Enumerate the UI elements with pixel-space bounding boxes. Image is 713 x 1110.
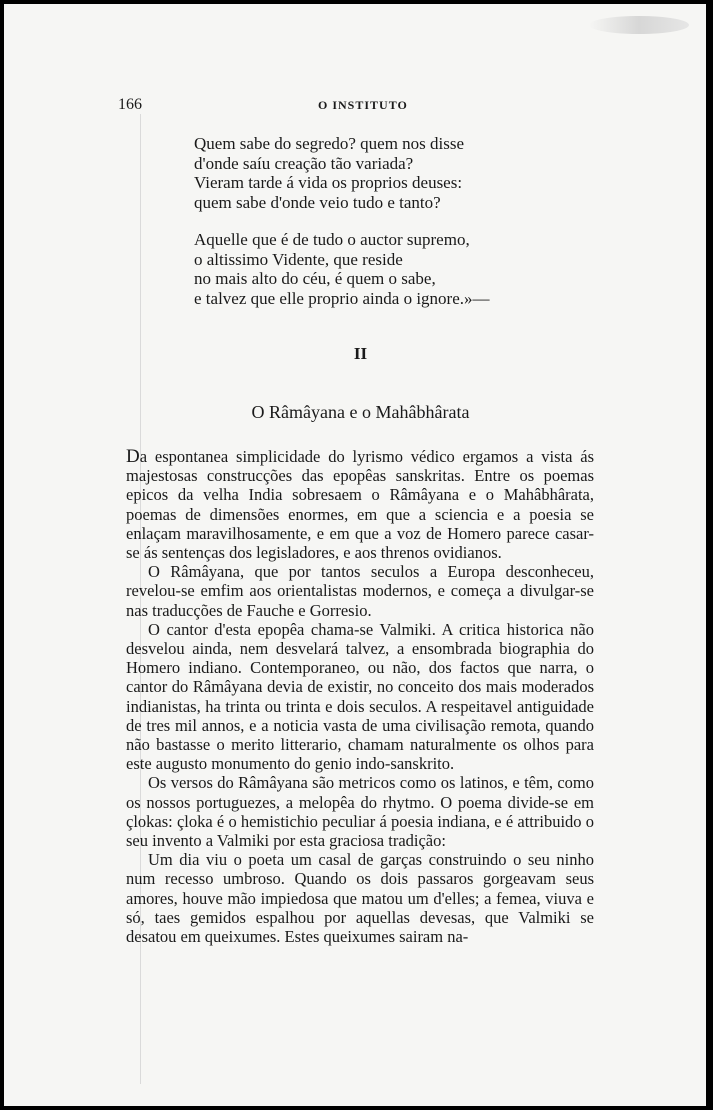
page-smudge — [589, 16, 689, 34]
poem-line: o altissimo Vidente, que reside — [194, 249, 403, 269]
paragraph-text: Os versos do Râmâyana são metricos como os latinos, e têm, como os nossos portuguezes, a melopêa do rhytmo. O poema divide-se em çlokas: çloka é o hemistichio peculiar á poesia indiana, e é attribuido o seu invento a Valmiki por esta graciosa tradição: — [126, 773, 594, 851]
poem-line: no mais alto do céu, é quem o sabe, — [194, 269, 436, 288]
poem-line: e talvez que elle proprio ainda o ignore.»— — [194, 288, 490, 308]
poem-stanza-1 — [194, 134, 534, 212]
paragraph — [126, 562, 594, 620]
paragraph-text: O cantor d'esta epopêa chama-se Valmiki. A critica historica não desvelou ainda, nem desvelará talvez, a ensombrada biographia do Homero indiano. Contemporaneo, ou não, dos factos que narra, o cantor do Râmâyana devia de existir, no conceito dos mais moderados indianistas, ha trinta ou trinta e dois seculos. A respeitavel antiguidade de tres mil annos, e a noticia vasta de uma civilisação remota, quando não bastasse o merito litterario, chamam naturalmente os olhos para este augusto monumento do genio indo-sanskrito. — [126, 619, 594, 774]
poem-line: d'onde saíu creação tão variada? — [194, 153, 414, 173]
paragraph — [126, 773, 594, 850]
poem-line: Aquelle que é de tudo o auctor supremo, — [194, 230, 470, 249]
running-title: O INSTITUTO — [318, 98, 408, 112]
paragraph-text: a espontanea simplicidade do lyrismo védico ergamos a vista ás majestosas construcções das epopêas sanskritas. Entre os poemas epicos da velha India sobresaem o Râmâyana e o Mahâbhârata, poemas de dimensões enormes, em que a sciencia e a poesia se enlaçam maravilhosamente, e em que a voz de Homero parece casar-se ás sentenças dos legisladores, e aos threnos ovidianos. — [126, 447, 594, 563]
section-number: II — [353, 344, 368, 363]
poem-line: quem sabe d'onde veio tudo e tanto? — [194, 192, 441, 212]
paragraph-text: Um dia viu o poeta um casal de garças construindo o seu ninho num recesso umbroso. Quando os dois passaros gorgeavam seus amores, houve mão impiedosa que matou um d'elles; a femea, viuva e só, taes gemidos espalhou por aquellas devesas, que Valmiki se desatou em queixumes. Estes queixumes sairam na- — [126, 850, 594, 947]
drop-cap: D — [126, 446, 140, 467]
poem-stanza-2 — [194, 230, 534, 308]
body-text — [126, 447, 594, 946]
book-page — [4, 4, 706, 1106]
page-number: 166 — [118, 96, 142, 113]
page-header — [118, 96, 618, 116]
paragraph — [126, 447, 594, 562]
poem-line: Vieram tarde á vida os proprios deuses: — [194, 173, 463, 192]
poem-line: Quem sabe do segredo? quem nos disse — [194, 134, 465, 153]
paragraph — [126, 850, 594, 946]
paragraph — [126, 620, 594, 774]
section-title: O Râmâyana e o Mahâbhârata — [251, 402, 470, 422]
paragraph-text: O Râmâyana, que por tantos seculos a Europa desconheceu, revelou-se emfim aos orientalistas modernos, e começa a divulgar-se nas traducções de Fauche e Gorresio. — [126, 562, 594, 620]
